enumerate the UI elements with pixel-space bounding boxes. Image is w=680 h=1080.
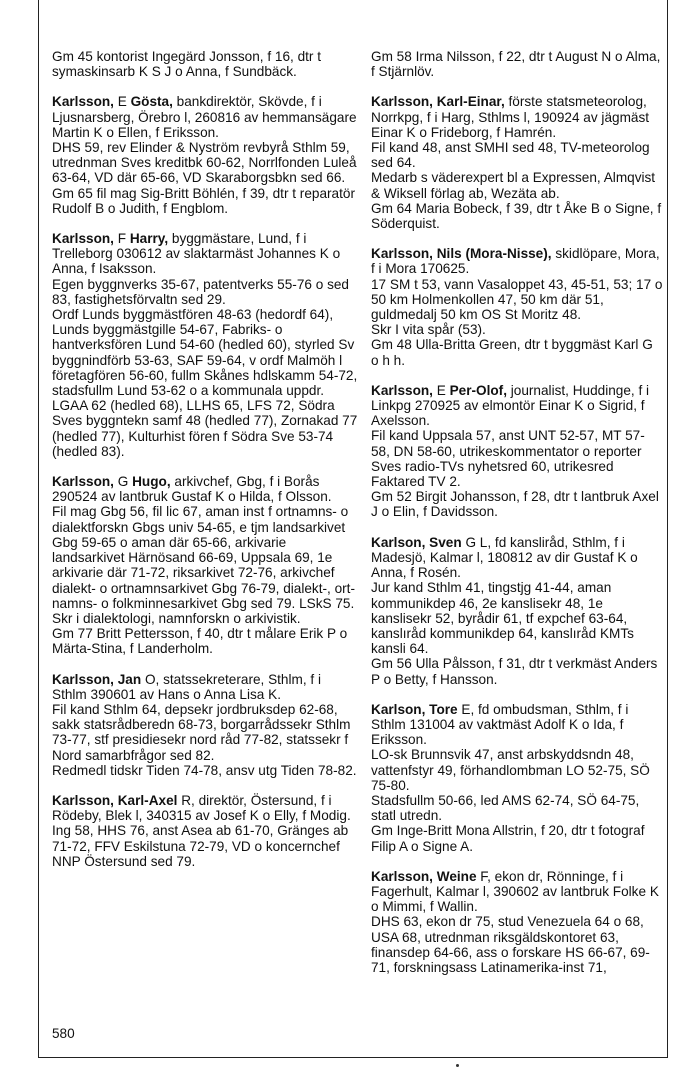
- surname: Karlsson,: [52, 792, 114, 808]
- entry-paragraph: Gm 64 Maria Bobeck, f 39, dtr t Åke B o Signe, f Söderquist.: [371, 200, 662, 232]
- entry-paragraph: Gm 65 fil mag Sig-Britt Böhlén, f 39, dtr t reparatör Rudolf B o Judith, f Engblom.: [52, 185, 355, 216]
- entry-paragraph: Gm 56 Ulla Pålsson, f 31, dtr t verkmäst Anders P o Betty, f Hansson.: [371, 656, 658, 687]
- biography-entry: [52, 49, 358, 79]
- initials: F: [113, 231, 130, 247]
- entry-heading: [371, 246, 663, 276]
- biography-entry: [371, 49, 663, 79]
- entry-paragraph: 17 SM t 53, vann Vasaloppet 43, 45-51, 53; 17 o 50 km Holmenkollen 47, 50 km där 51, guldmedalj 50 km OS St Moritz 48.: [371, 276, 663, 323]
- entry-heading: [52, 672, 358, 702]
- entry-paragraph: Gm 45 kontorist Ingegärd Jonsson, f 16, dtr t symaskinsarb K S J o Anna, f Sundbäck.: [52, 49, 321, 80]
- given-name: Nils (Mora-Nisse),: [436, 246, 552, 262]
- heading-details: bankdirektör, Skövde, f i Ljusnarsberg, Örebro l, 260816 av hemmansägare Martin K o Ellen, f Eriksson.: [52, 94, 357, 140]
- entry-paragraph: Fil kand Uppsala 57, anst UNT 52-57, MT 57-58, DN 58-60, utrikeskommentator o reporter Sves radio-TVs nyhetsred 60, utrikesred Faktared TV 2.: [371, 428, 645, 490]
- heading-details: förste statsmeteorolog, Norrkpg, f i Harg, Sthlms l, 190924 av jägmäst Einar K o Frideborg, f Hamrén.: [371, 94, 650, 140]
- biography-entry: [371, 383, 663, 520]
- entry-heading: [371, 869, 663, 915]
- surname: Karlsson,: [371, 868, 433, 884]
- entry-paragraph: Fil kand 48, anst SMHI sed 48, TV-meteorolog sed 64.: [371, 140, 650, 171]
- heading-details: G L, fd kansliråd, Sthlm, f i Madesjö, Kalmar l, 180812 av dir Gustaf K o Anna, f Rosén.: [371, 534, 638, 581]
- given-name: Harry,: [129, 231, 169, 247]
- entry-paragraph: Stadsfullm 50-66, led AMS 62-74, SÖ 64-75, statl utredn.: [371, 792, 640, 824]
- biography-entry: [52, 793, 358, 869]
- heading-details: R, direktör, Östersund, f i Rödeby, Blek l, 340315 av Josef K o Elly, f Modig.: [52, 792, 351, 824]
- surname: Karlsson,: [371, 94, 433, 110]
- entry-paragraph: Ordf Lunds byggmästfören 48-63 (hedordf 64), Lunds byggmästgille 54-67, Fabriks- o hantverksfören Lund 54-60 (hedled 60), styrled Sv byggnindförb 53-63, SAF 59-64, v ordf Malmöh l företagfören 56-60, fullm Skånes hdlskamm 54-72, stadsfullm Lund 53-62 o a kommunala uppdr.: [52, 307, 358, 399]
- given-name: Jan: [117, 671, 142, 687]
- entry-paragraph: Medarb s väderexpert bl a Expressen, Almqvist & Wiksell förlag ab, Wezäta ab.: [371, 170, 656, 201]
- entry-paragraph: Skr I vita spår (53).: [371, 322, 486, 338]
- given-name: Karl-Axel: [117, 792, 178, 808]
- page-number: 580: [52, 1026, 75, 1041]
- surname: Karlsson,: [52, 474, 114, 490]
- entry-paragraph: Gm Inge-Britt Mona Allstrin, f 20, dtr t fotograf Filip A o Signe A.: [371, 823, 645, 854]
- biography-entry: [52, 94, 358, 216]
- entry-paragraph: Gm 58 Irma Nilsson, f 22, dtr t August N o Alma, f Stjärnlöv.: [371, 49, 661, 80]
- initials: E: [432, 382, 450, 398]
- biography-entry: [371, 246, 663, 368]
- entry-heading: [52, 94, 358, 140]
- surname: Karlson,: [371, 534, 426, 550]
- entry-heading: [371, 383, 663, 429]
- scan-dot: [456, 1064, 459, 1067]
- given-name: Weine: [436, 868, 477, 884]
- biography-entry: [371, 535, 663, 687]
- given-name: Tore: [429, 701, 458, 717]
- left-column: [52, 49, 358, 884]
- heading-details: byggmästare, Lund, f i Trelleborg 030612 av slaktarmäst Johannes K o Anna, f Isaksson.: [52, 231, 341, 277]
- entry-paragraph: Fil mag Gbg 56, fil lic 67, aman inst f ortnamns- o dialektforskn Gbgs univ 54-65, e tjm landsarkivet Gbg 59-65 o aman där 65-66, arkivarie landsarkivet Härnösand 66-69, Uppsala 69, 1e arkivarie där 71-72, riksarkivet 72-76, arkivchef dialekt- o ortnamnsarkivet Gbg 76-79, dialekt-, ortnamns- o folkminnesarkivet Gbg sed 79. LSkS 75.: [52, 504, 355, 611]
- entry-heading: [371, 702, 663, 748]
- entry-paragraph: Redmedl tidskr Tiden 74-78, ansv utg Tiden 78-82.: [52, 762, 357, 778]
- biography-entry: [371, 702, 663, 854]
- biography-entry: [371, 94, 663, 231]
- entry-paragraph: Gm 77 Britt Pettersson, f 40, dtr t målare Erik P o Märta-Stina, f Landerholm.: [52, 626, 348, 657]
- initials: E: [113, 94, 131, 110]
- heading-details: F, ekon dr, Rönninge, f i Fagerhult, Kalmar l, 390602 av lantbruk Folke K o Mimmi, f Wallin.: [371, 868, 659, 915]
- right-column: [371, 49, 663, 990]
- entry-heading: [371, 535, 663, 581]
- entry-paragraph: Gm 52 Birgit Johansson, f 28, dtr t lantbruk Axel J o Elin, f Davidsson.: [371, 489, 659, 520]
- surname: Karlson,: [371, 701, 426, 717]
- given-name: Gösta,: [130, 94, 173, 110]
- surname: Karlsson,: [371, 246, 433, 262]
- entry-paragraph: Ing 58, HHS 76, anst Asea ab 61-70, Gränges ab 71-72, FFV Eskilstuna 72-79, VD o koncernchef NNP Östersund sed 79.: [52, 823, 349, 869]
- surname: Karlsson,: [52, 231, 114, 247]
- entry-heading: [371, 94, 663, 140]
- given-name: Sven: [429, 534, 462, 550]
- entry-heading: [52, 474, 358, 504]
- entry-paragraph: LGAA 62 (hedled 68), LLHS 65, LFS 72, Södra Sves byggntekn samf 48 (hedled 77), Zornakad 77 (hedled 77), Kulturhist fören f Södra Sve 53-74 (hedled 83).: [52, 398, 358, 459]
- entry-heading: [52, 231, 358, 277]
- initials: G: [113, 474, 133, 490]
- entry-paragraph: Gm 48 Ulla-Britta Green, dtr t byggmäst Karl G o h h.: [371, 337, 653, 368]
- surname: Karlsson,: [52, 671, 114, 687]
- given-name: Karl-Einar,: [436, 94, 505, 110]
- entry-paragraph: LO-sk Brunnsvik 47, anst arbskyddsndn 48, vattenfstyr 49, förhandlombman LO 52-75, SÖ 75-80.: [371, 747, 650, 793]
- surname: Karlsson,: [371, 382, 433, 398]
- entry-paragraph: Egen byggnverks 35-67, patentverks 55-76 o sed 83, fastighetsförvaltn sed 29.: [52, 276, 349, 307]
- entry-heading: [52, 793, 358, 823]
- heading-details: skidlöpare, Mora, f i Mora 170625.: [371, 246, 660, 277]
- entry-paragraph: DHS 63, ekon dr 75, stud Venezuela 64 o 68, USA 68, utrednman riksgäldskontoret 63, finansdep 64-66, ass o forskare HS 66-67, 69-71, forskningsass Latinamerika-inst 71,: [371, 914, 650, 975]
- heading-details: E, fd ombudsman, Sthlm, f i Sthlm 131004 av vaktmäst Adolf K o Ida, f Eriksson.: [371, 701, 629, 748]
- biography-entry: [52, 672, 358, 778]
- entry-paragraph: Jur kand Sthlm 41, tingstjg 41-44, aman kommunikdep 46, 2e kanslisekr 48, 1e kanslisekr 52, byrådir 61, tf expchef 63-64, kanslıråd kommunikdep 64, kanslıråd KMTs kansli 64.: [371, 580, 634, 657]
- entry-paragraph: Fil kand Sthlm 64, depsekr jordbruksdep 62-68, sakk statsrådberedn 68-73, borgarrådssekr Sthlm 73-77, stf presidiesekr nord råd 77-82, statssekr f Nord samarbfrågor sed 82.: [52, 701, 351, 763]
- given-name: Hugo,: [132, 474, 171, 490]
- heading-details: journalist, Huddinge, f i Linkpg 270925 av elmontör Einar K o Sigrid, f Axelsson.: [371, 382, 650, 429]
- biography-entry: [371, 869, 663, 975]
- entry-paragraph: DHS 59, rev Elinder & Nyström revbyrå Sthlm 59, utrednman Sves kreditbk 60-62, Norrlfonden Luleå 63-64, VD där 65-66, VD Skaraborgsbkn sed 66.: [52, 140, 357, 186]
- surname: Karlsson,: [52, 94, 114, 110]
- heading-details: arkivchef, Gbg, f i Borås 290524 av lantbruk Gustaf K o Hilda, f Olsson.: [52, 474, 332, 505]
- entry-paragraph: Skr i dialektologi, namnforskn o arkivistik.: [52, 610, 301, 626]
- given-name: Per-Olof,: [449, 382, 507, 398]
- heading-details: O, statssekreterare, Sthlm, f i Sthlm 390601 av Hans o Anna Lisa K.: [52, 671, 321, 702]
- biography-entry: [52, 474, 358, 656]
- biography-entry: [52, 231, 358, 459]
